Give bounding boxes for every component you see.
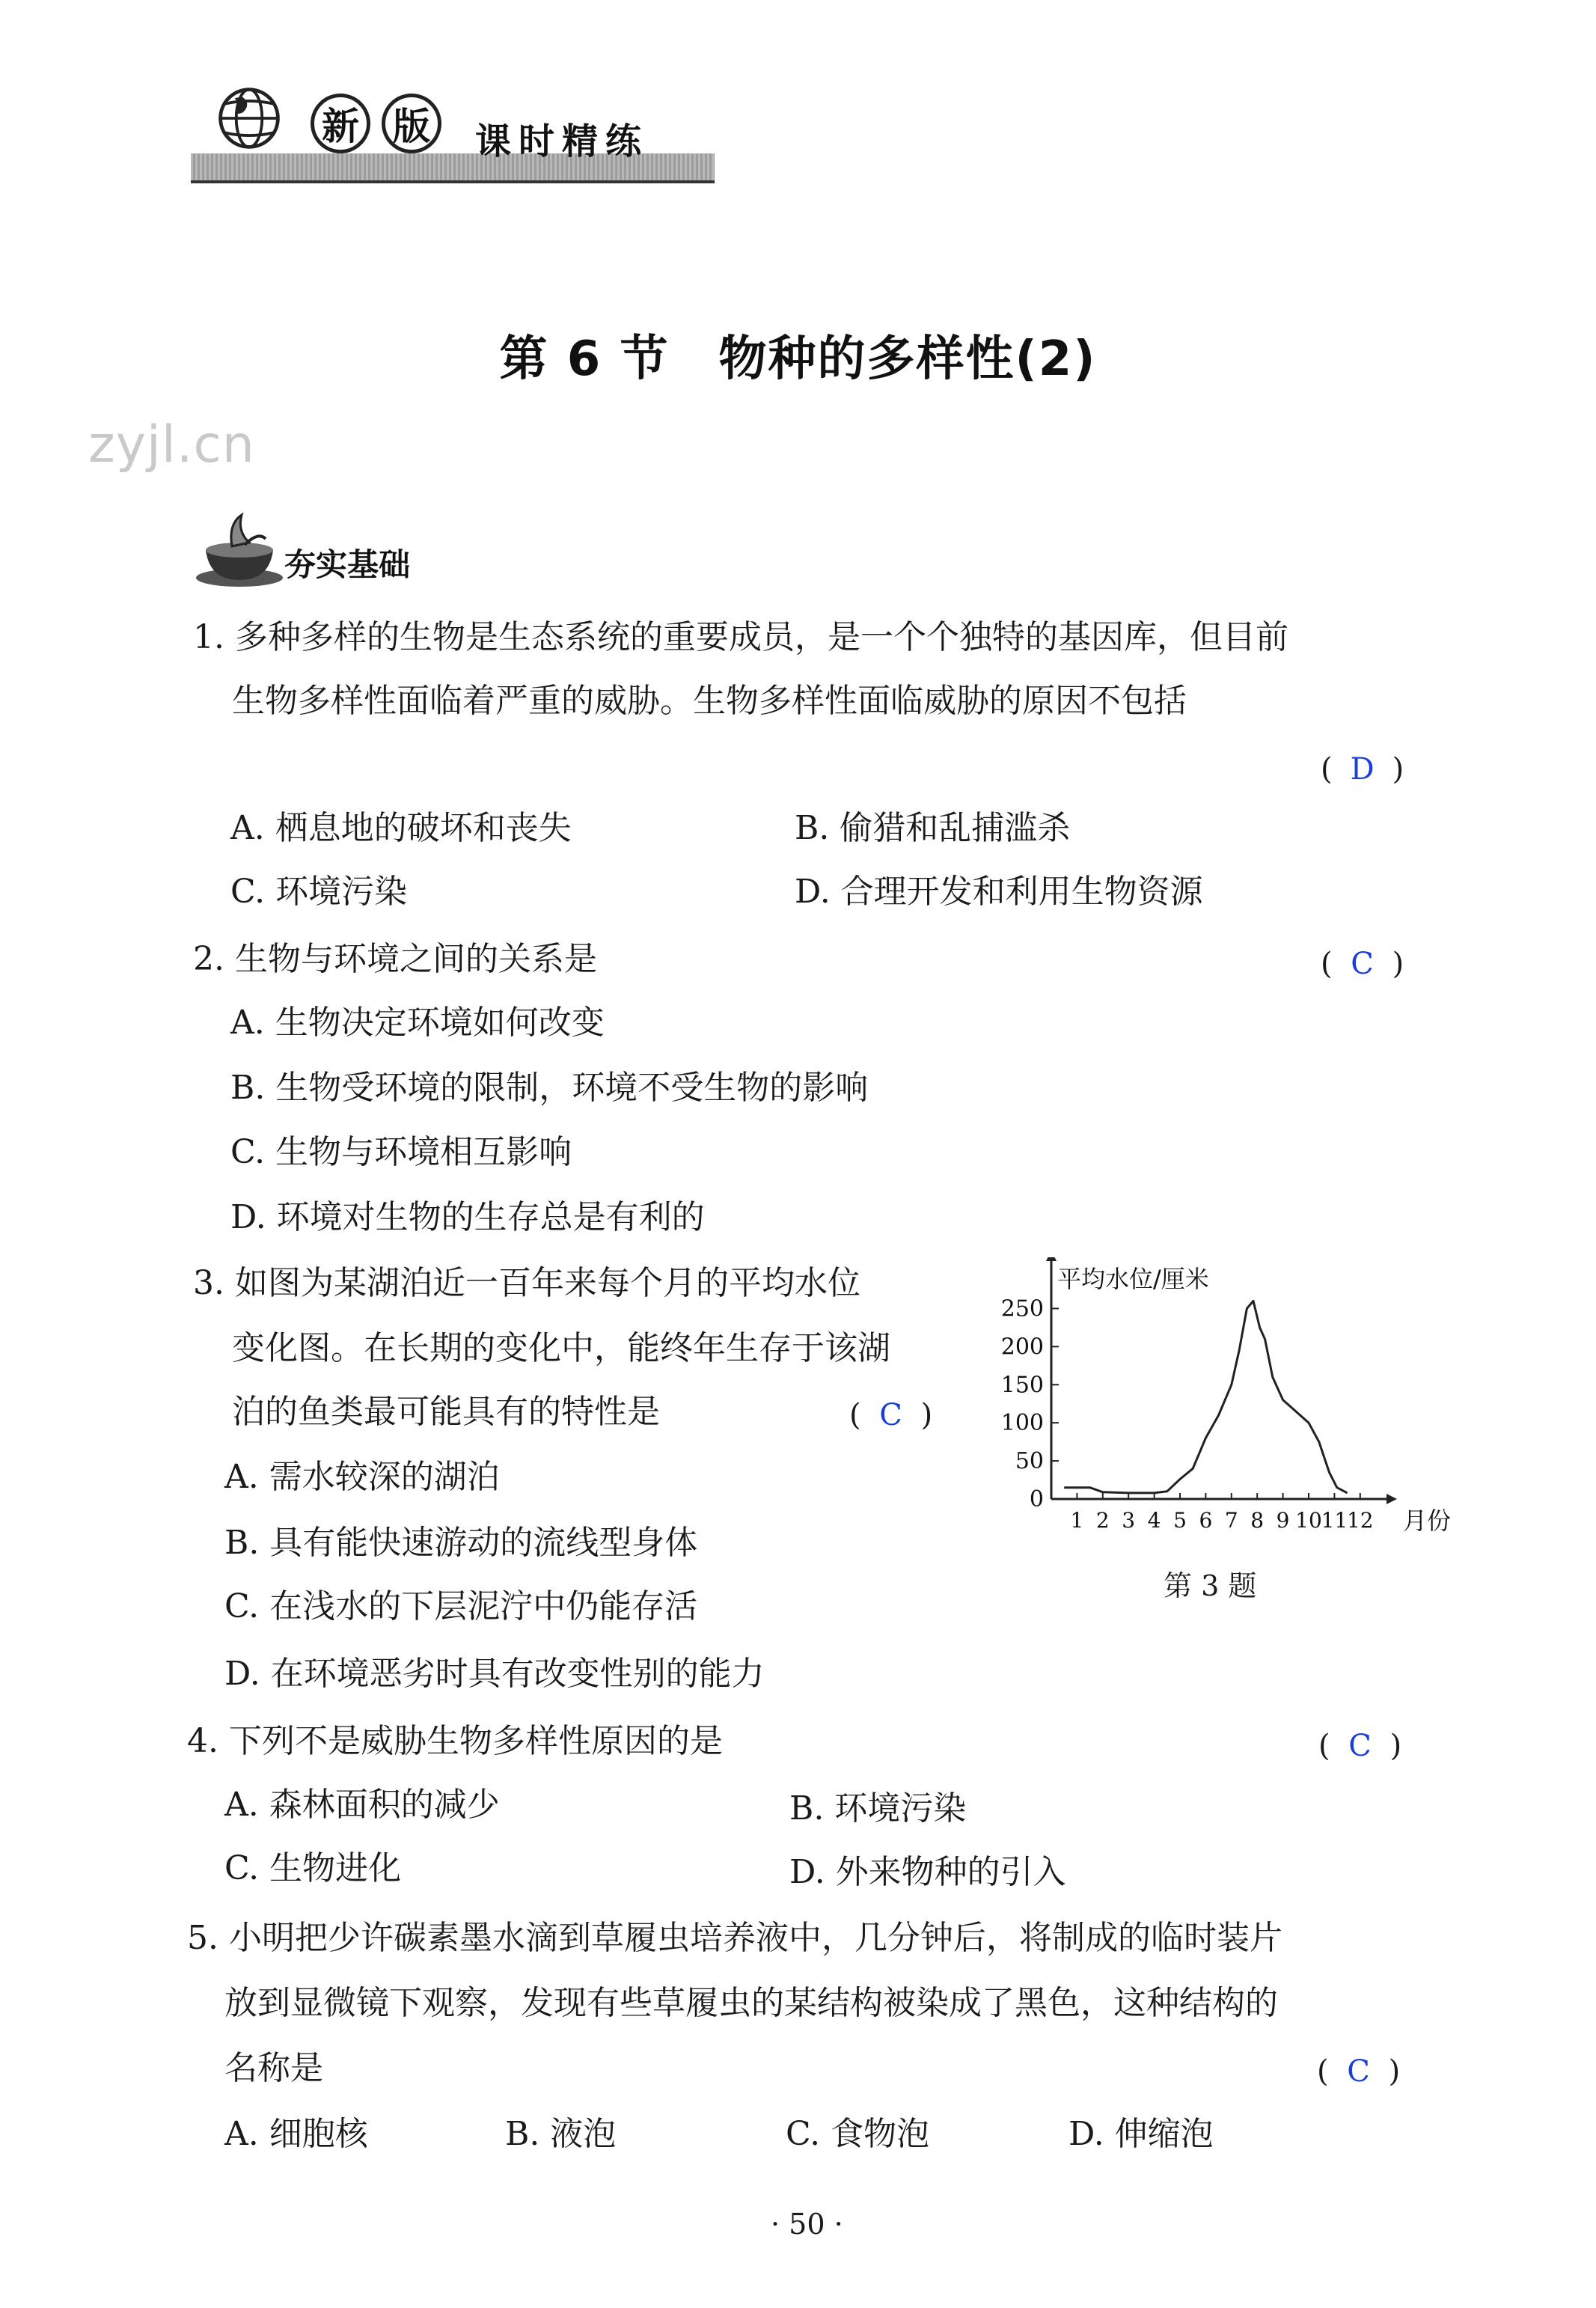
q1-option-b: B. 偷猎和乱捕滥杀 [795, 809, 1071, 847]
q3-option-d: D. 在环境恶劣时具有改变性别的能力 [224, 1655, 765, 1693]
q1-option-c: C. 环境污染 [230, 873, 408, 911]
q1-option-d: D. 合理开发和利用生物资源 [795, 873, 1203, 911]
q5-stem-line3: 名称是 [224, 2049, 323, 2087]
water-level-line [1064, 1301, 1347, 1493]
section-label: 夯实基础 [284, 546, 411, 583]
q1-answer-box [1321, 752, 1404, 787]
y-tick-label: 100 [1000, 1410, 1044, 1437]
q3-stem-line2: 变化图。在长期的变化中，能终年生存于该湖 [232, 1329, 890, 1367]
q5-answer: C [1347, 2054, 1370, 2089]
y-tick-label: 0 [1029, 1486, 1044, 1512]
bracket-close: ) [920, 1398, 933, 1432]
x-tick-label: 8 [1250, 1508, 1265, 1533]
x-tick-label: 6 [1199, 1508, 1213, 1533]
y-axis-label: 平均水位/厘米 [1057, 1265, 1209, 1293]
globe-icon [213, 82, 285, 154]
bracket-open: ( [1321, 947, 1333, 981]
q5-option-b: B. 液泡 [505, 2115, 617, 2153]
q2-option-d: D. 环境对生物的生存总是有利的 [230, 1198, 705, 1236]
q2-option-c: C. 生物与环境相互影响 [230, 1133, 572, 1171]
q1-stem-line1: 1. 多种多样的生物是生态系统的重要成员，是一个个独特的基因库，但目前 [193, 618, 1288, 656]
q1-stem-line2: 生物多样性面临着严重的威胁。生物多样性面临威胁的原因不包括 [232, 682, 1187, 720]
bracket-open: ( [849, 1398, 861, 1432]
x-tick-label: 5 [1173, 1508, 1187, 1533]
x-axis-label: 月份 [1403, 1506, 1452, 1535]
section-pot-icon [191, 509, 288, 591]
q4-answer-box [1318, 1729, 1401, 1763]
x-axis-arrow [1386, 1494, 1397, 1504]
page-title: 第 6 节 物种的多样性(2) [499, 332, 1097, 387]
q5-answer-box [1317, 2054, 1400, 2089]
q5-option-a: A. 细胞核 [224, 2115, 368, 2153]
x-tick-label: 12 [1346, 1508, 1374, 1533]
q4-stem: 4. 下列不是威胁生物多样性原因的是 [187, 1722, 723, 1760]
q4-option-a: A. 森林面积的减少 [224, 1786, 500, 1824]
x-tick-label: 10 [1295, 1508, 1322, 1533]
q4-option-b: B. 环境污染 [789, 1789, 967, 1828]
q3-stem-line1: 3. 如图为某湖泊近一百年来每个月的平均水位 [193, 1264, 860, 1302]
x-tick-label: 4 [1147, 1508, 1161, 1533]
q3-option-b: B. 具有能快速游动的流线型身体 [224, 1524, 698, 1562]
bracket-close: ) [1388, 2054, 1401, 2089]
y-tick-label: 250 [1000, 1295, 1044, 1322]
bracket-close: ) [1392, 947, 1404, 981]
page-number: · 50 · [771, 2208, 843, 2241]
bracket-open: ( [1318, 1729, 1330, 1763]
y-tick-label: 150 [1000, 1372, 1044, 1399]
x-tick-label: 2 [1095, 1508, 1110, 1533]
x-tick-label: 7 [1224, 1508, 1238, 1533]
q4-option-d: D. 外来物种的引入 [789, 1853, 1066, 1891]
q1-option-a: A. 栖息地的破坏和丧失 [230, 809, 572, 847]
q3-option-c: C. 在浅水的下层泥泞中仍能存活 [224, 1587, 698, 1625]
x-tick-label: 1 [1070, 1508, 1084, 1533]
q3-option-a: A. 需水较深的湖泊 [224, 1458, 500, 1496]
header-banner-line [191, 180, 715, 183]
brand-subtitle: 课时精练 [475, 120, 649, 162]
watermark: zyjl.cn [88, 415, 255, 474]
q3-answer-box [849, 1398, 932, 1432]
q4-answer: C [1348, 1729, 1372, 1763]
y-tick-label: 50 [1015, 1448, 1044, 1475]
x-tick-label: 11 [1321, 1508, 1348, 1533]
bracket-close: ) [1392, 752, 1404, 787]
q5-stem-line2: 放到显微镜下观察，发现有些草履虫的某结构被染成了黑色，这种结构的 [224, 1984, 1278, 2022]
q3-stem-line3: 泊的鱼类最可能具有的特性是 [232, 1393, 660, 1431]
x-tick-label: 9 [1276, 1508, 1290, 1533]
q2-option-a: A. 生物决定环境如何改变 [230, 1004, 605, 1042]
bracket-open: ( [1321, 752, 1333, 787]
x-tick-label: 3 [1122, 1508, 1136, 1533]
bracket-close: ) [1389, 1729, 1402, 1763]
brand-char-2: 版 [382, 94, 441, 153]
q2-answer: C [1351, 947, 1374, 981]
q2-answer-box [1321, 947, 1404, 981]
q3-answer: C [879, 1398, 902, 1432]
q2-stem: 2. 生物与环境之间的关系是 [193, 940, 597, 978]
q5-option-c: C. 食物泡 [786, 2115, 930, 2153]
bracket-open: ( [1317, 2054, 1329, 2089]
q2-option-b: B. 生物受环境的限制，环境不受生物的影响 [230, 1069, 869, 1107]
q4-option-c: C. 生物进化 [224, 1849, 402, 1887]
q1-answer: D [1350, 752, 1375, 787]
figure-caption: 第 3 题 [1164, 1569, 1257, 1602]
y-axis-arrow [1046, 1257, 1057, 1261]
brand-char-1: 新 [311, 94, 370, 153]
y-tick-label: 200 [1000, 1334, 1044, 1361]
q5-option-d: D. 伸缩泡 [1068, 2115, 1214, 2153]
q5-stem-line1: 5. 小明把少许碳素墨水滴到草履虫培养液中，几分钟后，将制成的临时装片 [187, 1919, 1282, 1957]
